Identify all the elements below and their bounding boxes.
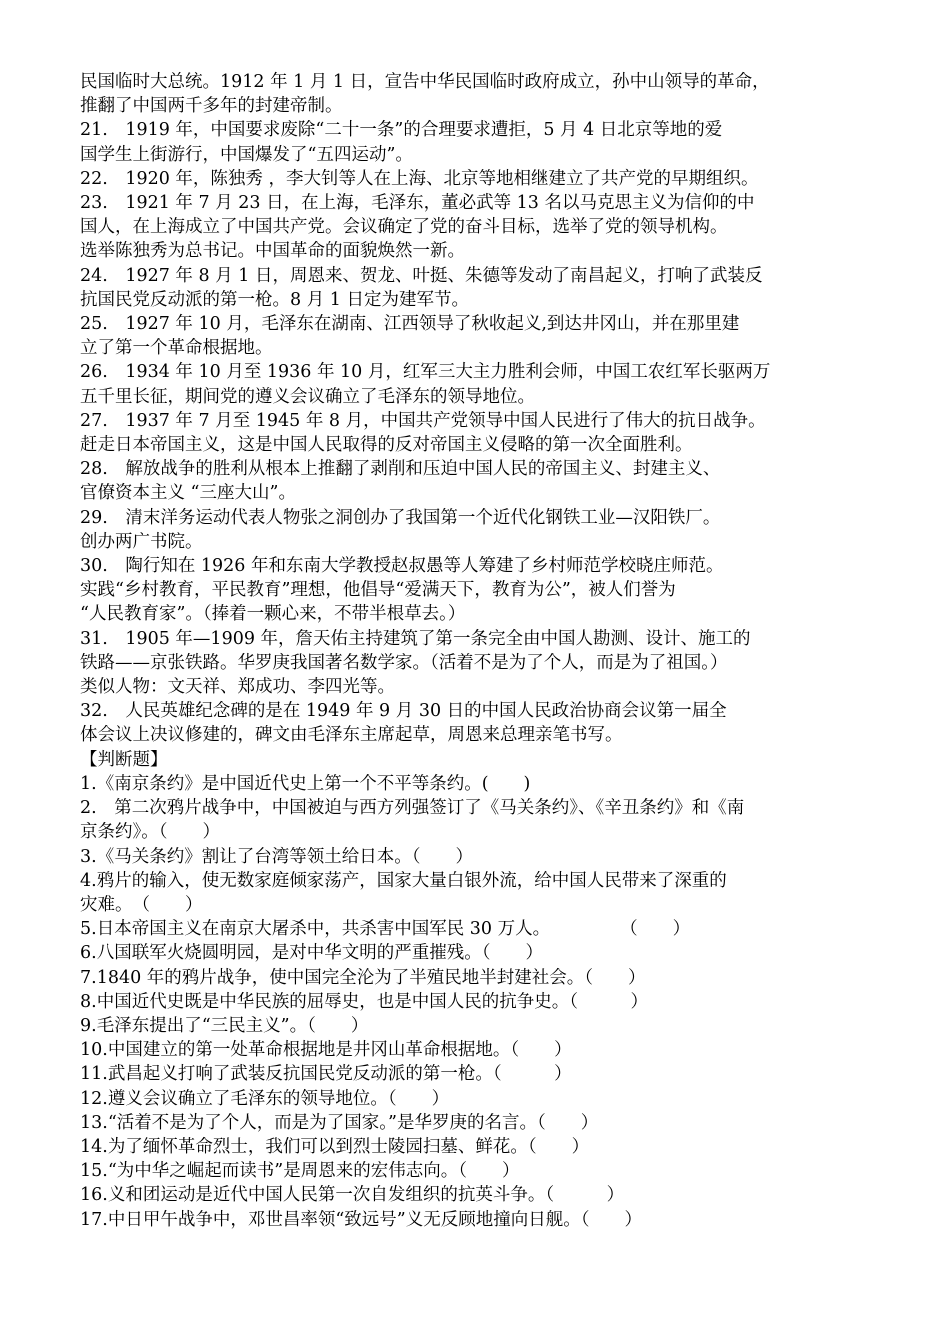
knowledge-item	[80, 118, 890, 166]
text-line: 体会议上决议修建的，碑文由毛泽东主席起草，周恩来总理亲笔书写。	[80, 725, 623, 746]
question-item	[80, 796, 890, 844]
question-line: 10.中国建立的第一处革命根据地是井冈山革命根据地。（ ）	[80, 1040, 572, 1061]
text-line: 27. 1937 年 7 月至 1945 年 8 月，中国共产党领导中国人民进行了伟大的抗日战争。	[80, 410, 766, 431]
question-item	[80, 941, 890, 965]
question-line: 8.中国近代史既是中华民族的屈辱史，也是中国人民的抗争史。（ ）	[80, 991, 648, 1012]
knowledge-item	[80, 627, 890, 700]
question-line: 14.为了缅怀革命烈士，我们可以到烈士陵园扫墓、鲜花。（ ）	[80, 1136, 590, 1157]
question-item	[80, 966, 890, 990]
question-item	[80, 1014, 890, 1038]
true-false-questions	[80, 772, 890, 1232]
question-item	[80, 869, 890, 917]
text-line: 32. 人民英雄纪念碑的是在 1949 年 9 月 30 日的中国人民政治协商会议第一届全	[80, 701, 727, 722]
question-line: 16.义和团运动是近代中国人民第一次自发组织的抗英斗争。（ ）	[80, 1185, 625, 1206]
text-line: 五千里长征，期间党的遵义会议确立了毛泽东的领导地位。	[80, 386, 535, 407]
text-line: “人民教育家”。（捧着一颗心来，不带半根草去。）	[80, 604, 466, 625]
text-line: 25. 1927 年 10 月，毛泽东在湖南、江西领导了秋收起义,到达井冈山，并在那里建	[80, 314, 740, 335]
text-line: 30. 陶行知在 1926 年和东南大学教授赵叔愚等人筹建了乡村师范学校晓庄师范。	[80, 556, 724, 577]
knowledge-points	[80, 70, 890, 748]
question-item	[80, 1111, 890, 1135]
question-line: 13.“活着不是为了个人，而是为了国家。”是华罗庚的名言。（ ）	[80, 1112, 599, 1133]
question-line: 灾难。 （ ）	[80, 894, 203, 915]
question-line: 7.1840 年的鸦片战争，使中国完全沦为了半殖民地半封建社会。（ ）	[80, 967, 646, 988]
question-item	[80, 845, 890, 869]
text-line: 类似人物：文天祥、郑成功、李四光等。	[80, 677, 395, 698]
question-item	[80, 1087, 890, 1111]
question-line: 17.中日甲午战争中，邓世昌率领“致远号”义无反顾地撞向日舰。（ ）	[80, 1209, 642, 1230]
text-line: 推翻了中国两千多年的封建帝制。	[80, 96, 343, 117]
question-line: 3.《马关条约》割让了台湾等领土给日本。（ ）	[80, 846, 473, 867]
question-item	[80, 1038, 890, 1062]
text-line: 31. 1905 年—1909 年，詹天佑主持建筑了第一条完全由中国人勘测、设计、施工的	[80, 628, 751, 649]
text-line: 23. 1921 年 7 月 23 日，在上海，毛泽东，董必武等 13 名以马克思主义为信仰的中	[80, 193, 755, 214]
question-item	[80, 1183, 890, 1207]
question-line: 4.鸦片的输入，使无数家庭倾家荡产，国家大量白银外流，给中国人民带来了深重的	[80, 870, 727, 891]
text-line: 国人，在上海成立了中国共产党。会议确定了党的奋斗目标，选举了党的领导机构。	[80, 217, 728, 238]
text-line: 赶走日本帝国主义，这是中国人民取得的反对帝国主义侵略的第一次全面胜利。	[80, 435, 693, 456]
question-line: 5.日本帝国主义在南京大屠杀中，共杀害中国军民 30 万人。 （ ）	[80, 919, 691, 940]
question-line: 15.“为中华之崛起而读书”是周恩来的宏伟志向。（ ）	[80, 1161, 520, 1182]
text-line: 铁路——京张铁路。华罗庚我国著名数学家。（活着不是为了个人，而是为了祖国。）	[80, 652, 728, 673]
section-heading: 【判断题】	[80, 749, 168, 770]
text-line: 28. 解放战争的胜利从根本上推翻了剥削和压迫中国人民的帝国主义、封建主义、	[80, 459, 721, 480]
text-line: 国学生上街游行，中国爆发了“五四运动”。	[80, 144, 413, 165]
text-line: 创办两广书院。	[80, 531, 203, 552]
question-item	[80, 1208, 890, 1232]
text-line: 官僚资本主义 “三座大山”。	[80, 483, 296, 504]
question-item	[80, 1135, 890, 1159]
text-line: 21. 1919 年，中国要求废除“二十一条”的合理要求遭拒，5 月 4 日北京等地的爱	[80, 120, 723, 141]
knowledge-item	[80, 409, 890, 457]
question-line: 6.八国联军火烧圆明园，是对中华文明的严重摧残。（ ）	[80, 943, 543, 964]
knowledge-item	[80, 264, 890, 312]
text-line: 22. 1920 年，陈独秀 ，李大钊等人在上海、北京等地相继建立了共产党的早期组织。	[80, 168, 759, 189]
question-item	[80, 1062, 890, 1086]
knowledge-item	[80, 70, 890, 118]
question-line: 12.遵义会议确立了毛泽东的领导地位。（ ）	[80, 1088, 450, 1109]
knowledge-item	[80, 191, 890, 264]
text-line: 29. 清末洋务运动代表人物张之洞创办了我国第一个近代化钢铁工业—汉阳铁厂。	[80, 507, 721, 528]
question-item	[80, 772, 890, 796]
text-line: 民国临时大总统。1912 年 1 月 1 日，宣告中华民国临时政府成立，孙中山领导的革命，	[80, 72, 770, 92]
question-line: 京条约》。（ ）	[80, 822, 220, 843]
knowledge-item	[80, 457, 890, 505]
knowledge-item	[80, 312, 890, 360]
text-line: 实践“乡村教育，平民教育”理想，他倡导“爱满天下，教育为公”，被人们誉为	[80, 580, 676, 601]
text-line: 26. 1934 年 10 月至 1936 年 10 月，红军三大主力胜利会师，中国工农红军长驱两万	[80, 362, 771, 383]
knowledge-item	[80, 699, 890, 747]
text-line: 抗国民党反动派的第一枪。8 月 1 日定为建军节。	[80, 289, 469, 310]
knowledge-item	[80, 506, 890, 554]
question-item	[80, 990, 890, 1014]
text-line: 立了第一个革命根据地。	[80, 338, 273, 359]
knowledge-item	[80, 167, 890, 191]
text-line: 选举陈独秀为总书记。中国革命的面貌焕然一新。	[80, 241, 465, 262]
question-item	[80, 1159, 890, 1183]
question-line: 9.毛泽东提出了“三民主义”。（ ）	[80, 1015, 369, 1036]
question-item	[80, 917, 890, 941]
text-line: 24. 1927 年 8 月 1 日，周恩来、贺龙、叶挺、朱德等发动了南昌起义，打响了武装反	[80, 265, 763, 286]
question-line: 2. 第二次鸦片战争中，中国被迫与西方列强签订了《马关条约》、《辛丑条约》和《南	[80, 798, 745, 819]
question-line: 11.武昌起义打响了武装反抗国民党反动派的第一枪。（ ）	[80, 1064, 572, 1085]
knowledge-item	[80, 360, 890, 408]
knowledge-item	[80, 554, 890, 627]
question-line: 1.《南京条约》是中国近代史上第一个不平等条约。( )	[80, 773, 531, 794]
